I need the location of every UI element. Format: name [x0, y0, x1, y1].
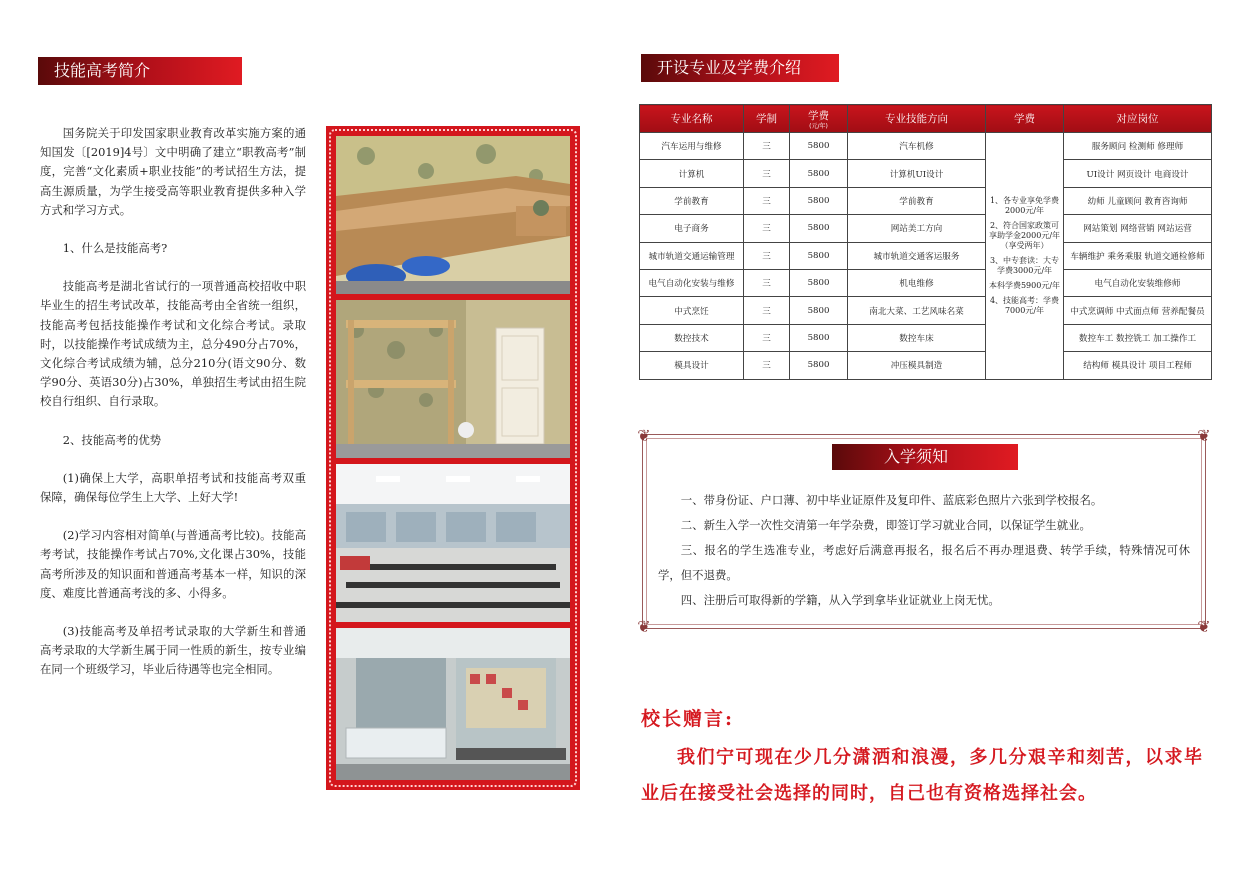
- cell-fee: 5800: [790, 297, 848, 324]
- cell-duration: 三: [744, 215, 790, 242]
- intro-text: [40, 124, 306, 699]
- header-tuition: 学费: [986, 105, 1064, 133]
- principal-message: [641, 740, 1203, 812]
- cell-major: 汽车运用与维修: [640, 133, 744, 160]
- cell-major: 城市轨道交通运输管理: [640, 242, 744, 269]
- cell-direction: 南北大菜、工艺风味名菜: [848, 297, 986, 324]
- intro-paragraph: (1)确保上大学，高职单招考试和技能高考双重保障，确保每位学生上大学、上好大学!: [40, 470, 306, 505]
- right-section-banner: 开设专业及学费介绍: [641, 54, 839, 82]
- cell-direction: 汽车机修: [848, 133, 986, 160]
- cell-jobs: UI设计 网页设计 电商设计: [1064, 160, 1212, 187]
- cell-direction: 冲压模具制造: [848, 352, 986, 379]
- table-header-row: [640, 105, 1212, 133]
- cell-major: 电气自动化安装与维修: [640, 269, 744, 296]
- tuition-note: 4、技能高考：学费7000元/年: [989, 295, 1060, 315]
- cell-jobs: 数控车工 数控铣工 加工操作工: [1064, 324, 1212, 351]
- table-row: [640, 215, 1212, 242]
- ornament-icon: ❦: [637, 426, 651, 445]
- table-row: [640, 242, 1212, 269]
- canteen-store-photo: [336, 628, 570, 780]
- intro-heading: 1、什么是技能高考?: [62, 241, 168, 256]
- notice-banner: 入学须知: [832, 444, 1018, 470]
- cell-duration: 三: [744, 324, 790, 351]
- cafeteria-photo: [336, 464, 570, 622]
- notice-item: 四、注册后可取得新的学籍，从入学到拿毕业证就业上岗无忧。: [680, 593, 1000, 607]
- cell-direction: 学前教育: [848, 187, 986, 214]
- notice-item: 二、新生入学一次性交清第一年学杂费，即签订学习就业合同，以保证学生就业。: [680, 518, 1091, 532]
- header-jobs: 对应岗位: [1064, 105, 1212, 133]
- cell-direction: 机电维修: [848, 269, 986, 296]
- cell-jobs: 幼师 儿童顾问 教育咨询师: [1064, 187, 1212, 214]
- header-major: 专业名称: [640, 105, 744, 133]
- table-row: [640, 269, 1212, 296]
- cell-jobs: 网站策划 网络营销 网站运营: [1064, 215, 1212, 242]
- notice-item: 一、带身份证、户口薄、初中毕业证原件及复印件、蓝底彩色照片六张到学校报名。: [680, 493, 1103, 507]
- intro-paragraph: (2)学习内容相对简单(与普通高考比较)。技能高考考试，技能操作考试占70%,文化课占30%，技能高考所涉及的知识面和普通高考基本一样，知识的深度、难度比普通高考浅的多、小得多。: [40, 528, 306, 600]
- dormitory-photo: [336, 300, 570, 458]
- cell-fee: 5800: [790, 352, 848, 379]
- admission-notice-box: [636, 428, 1212, 635]
- cell-jobs: 电气自动化安装维修师: [1064, 269, 1212, 296]
- header-direction: 专业技能方向: [848, 105, 986, 133]
- table-row: [640, 324, 1212, 351]
- cell-fee: 5800: [790, 160, 848, 187]
- intro-paragraph: (3)技能高考及单招考试录取的大学新生和普通高考录取的大学新生属于同一性质的新生，按专业编在同一个班级学习，毕业后待遇等也完全相同。: [40, 624, 306, 677]
- table-row: [640, 187, 1212, 214]
- cell-jobs: 结构师 模具设计 项目工程师: [1064, 352, 1212, 379]
- cell-fee: 5800: [790, 269, 848, 296]
- cell-fee: 5800: [790, 187, 848, 214]
- cell-fee: 5800: [790, 133, 848, 160]
- cell-direction: 城市轨道交通客运服务: [848, 242, 986, 269]
- tuition-note: 3、中专套读：大专学费3000元/年: [989, 255, 1060, 275]
- header-fee: [790, 105, 848, 133]
- table-row: [640, 133, 1212, 160]
- left-section-banner: 技能高考简介: [38, 57, 242, 85]
- tuition-note: 1、各专业享免学费2000元/年: [989, 195, 1060, 215]
- cell-duration: 三: [744, 187, 790, 214]
- cell-major: 数控技术: [640, 324, 744, 351]
- cell-major: 中式烹饪: [640, 297, 744, 324]
- intro-paragraph: 国务院关于印发国家职业教育改革实施方案的通知国发〔[2019]4号〕文中明确了建立“职教高考”制度，完善“文化素质+职业技能”的考试招生方法，提高生源质量，为学生接受高等职业教育提供多种入学方式和学习方式。: [40, 126, 306, 217]
- cell-duration: 三: [744, 297, 790, 324]
- notice-item: 三、报名的学生选准专业，考虑好后满意再报名，报名后不再办理退费、转学手续，特殊情况可休学，但不退费。: [658, 543, 1190, 582]
- cell-major: 学前教育: [640, 187, 744, 214]
- cell-duration: 三: [744, 242, 790, 269]
- ornament-icon: ❦: [1197, 617, 1211, 636]
- cell-duration: 三: [744, 352, 790, 379]
- intro-heading: 2、技能高考的优势: [62, 432, 162, 447]
- cell-major: 计算机: [640, 160, 744, 187]
- majors-fee-table: [639, 104, 1212, 380]
- tuition-note: 2、符合国家政策可享助学金2000元/年（享受两年）: [988, 220, 1061, 250]
- cell-direction: 网站美工方向: [848, 215, 986, 242]
- cell-major: 模具设计: [640, 352, 744, 379]
- header-duration: 学制: [744, 105, 790, 133]
- classroom-photo: [336, 136, 570, 294]
- principal-message-text: 我们宁可现在少几分潇洒和浪漫，多几分艰辛和刻苦，以求毕业后在接受社会选择的同时，自己也有资格选择社会。: [641, 747, 1203, 804]
- cell-direction: 计算机UI设计: [848, 160, 986, 187]
- header-fee-label: 学费: [808, 109, 829, 122]
- cell-duration: 三: [744, 160, 790, 187]
- cell-duration: 三: [744, 133, 790, 160]
- cell-jobs: 服务顾问 检测师 修理师: [1064, 133, 1212, 160]
- ornament-icon: ❦: [637, 617, 651, 636]
- principal-message-title: 校长赠言:: [641, 708, 735, 730]
- cell-direction: 数控车床: [848, 324, 986, 351]
- intro-paragraph: 技能高考是湖北省试行的一项普通高校招收中职毕业生的招生考试改革，技能高考由全省统一组织，技能高考包括技能操作考试和文化综合考试。录取时，以技能操作考试成绩为主，总分490分占70%，文化综合考试成绩为辅，总分210分(语文90分、数学90分、英语30分)占30%，单独招生考试由招生院校自行组织、自行录取。: [40, 279, 306, 409]
- cell-jobs: 车辆维护 乘务乘服 轨道交通检修师: [1064, 242, 1212, 269]
- table-row: [640, 352, 1212, 379]
- photo-frame: [326, 126, 580, 790]
- table-row: [640, 160, 1212, 187]
- cell-major: 电子商务: [640, 215, 744, 242]
- table-row: [640, 297, 1212, 324]
- cell-fee: 5800: [790, 215, 848, 242]
- ornament-icon: ❦: [1197, 426, 1211, 445]
- header-fee-unit: (元/年): [809, 122, 828, 130]
- cell-jobs: 中式烹调师 中式面点师 营养配餐员: [1064, 297, 1212, 324]
- tuition-note: 本科学费5900元/年: [988, 280, 1061, 290]
- tuition-notes-cell: [986, 133, 1064, 380]
- cell-duration: 三: [744, 269, 790, 296]
- notice-list: [658, 488, 1190, 613]
- cell-fee: 5800: [790, 324, 848, 351]
- cell-fee: 5800: [790, 242, 848, 269]
